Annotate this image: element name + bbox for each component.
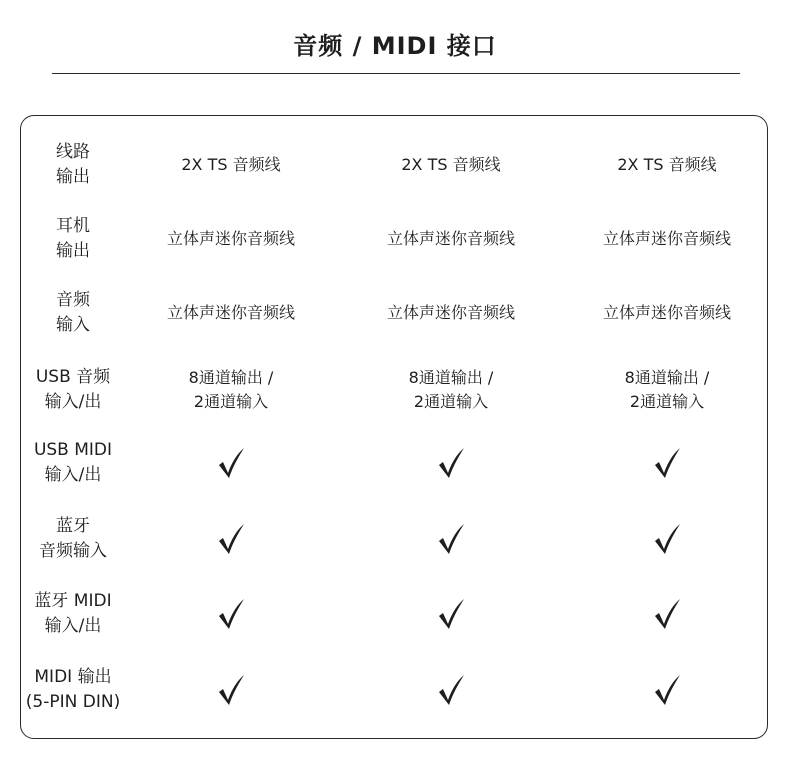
row-label: 线路 输出 [56, 142, 90, 187]
row-label: 音频 输入 [56, 290, 90, 335]
table-row-headphone-out [21, 202, 769, 276]
checkmark-icon [436, 446, 466, 480]
row-label: USB MIDI 输入/出 [33, 440, 113, 485]
checkmark-icon [652, 673, 682, 707]
table-cell: 立体声迷你音频线 [166, 303, 295, 322]
checkmark-icon [652, 522, 682, 556]
checkmark-icon [559, 502, 775, 576]
checkmark-icon [436, 673, 466, 707]
table-cell: 立体声迷你音频线 [602, 303, 731, 322]
checkmark-icon [559, 426, 775, 500]
checkmark-icon [216, 522, 246, 556]
row-label: USB 音频 输入/出 [35, 367, 111, 412]
table-cell: 2X TS 音频线 [617, 155, 717, 174]
row-label: 蓝牙 MIDI 输入/出 [34, 591, 112, 636]
table-cell: 8通道输出 / 2通道输入 [188, 368, 274, 411]
table-row-line-out [21, 128, 769, 202]
table-row-usb-midi [21, 426, 769, 500]
table-cell: 立体声迷你音频线 [166, 229, 295, 248]
checkmark-icon [436, 522, 466, 556]
checkmark-icon [343, 577, 559, 651]
table-cell: 立体声迷你音频线 [602, 229, 731, 248]
checkmark-icon [123, 653, 339, 727]
checkmark-icon [559, 653, 775, 727]
checkmark-icon [343, 426, 559, 500]
table-row-usb-audio [21, 353, 769, 427]
table-row-midi-out [21, 653, 769, 727]
spec-table [20, 115, 768, 739]
checkmark-icon [216, 597, 246, 631]
table-cell: 立体声迷你音频线 [386, 229, 515, 248]
checkmark-icon [559, 577, 775, 651]
table-row-bluetooth-midi [21, 577, 769, 651]
checkmark-icon [652, 446, 682, 480]
checkmark-icon [652, 597, 682, 631]
page-title: 音频 / MIDI 接口 [293, 32, 497, 60]
table-cell: 8通道输出 / 2通道输入 [408, 368, 494, 411]
table-row-audio-in [21, 276, 769, 350]
table-cell: 8通道输出 / 2通道输入 [624, 368, 710, 411]
checkmark-icon [123, 577, 339, 651]
checkmark-icon [216, 446, 246, 480]
checkmark-icon [216, 673, 246, 707]
checkmark-icon [123, 502, 339, 576]
checkmark-icon [123, 426, 339, 500]
checkmark-icon [343, 653, 559, 727]
checkmark-icon [343, 502, 559, 576]
table-cell: 2X TS 音频线 [181, 155, 281, 174]
title-divider [52, 73, 740, 74]
table-cell: 2X TS 音频线 [401, 155, 501, 174]
table-row-bluetooth-audio [21, 502, 769, 576]
table-cell: 立体声迷你音频线 [386, 303, 515, 322]
row-label: 耳机 输出 [56, 216, 90, 261]
row-label: 蓝牙 音频输入 [39, 516, 107, 561]
checkmark-icon [436, 597, 466, 631]
row-label: MIDI 输出 (5-PIN DIN) [25, 667, 121, 712]
